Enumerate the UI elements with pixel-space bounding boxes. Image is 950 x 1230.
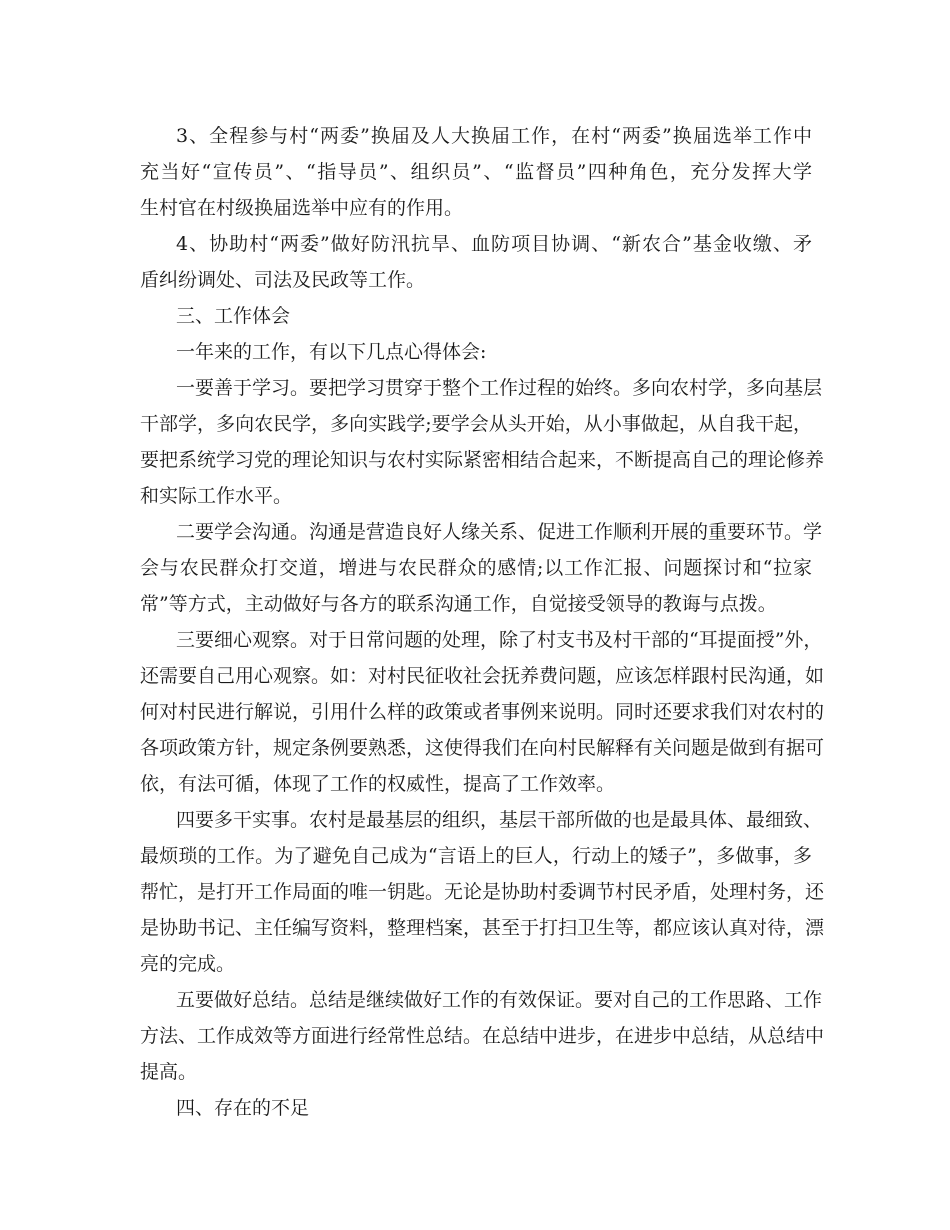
text-line: 帮忙，是打开工作局面的唯一钥匙。无论是协助村委调节村民矛盾，处理村务，还 xyxy=(140,881,825,903)
text-line: 会与农民群众打交道，增进与农民群众的感情;以工作汇报、问题探讨和“拉家 xyxy=(140,557,812,579)
text-line: 各项政策方针，规定条例要熟悉，这使得我们在向村民解释有关问题是做到有据可 xyxy=(140,737,825,759)
text-line: 一年来的工作，有以下几点心得体会: xyxy=(176,341,487,363)
text-line: 四要多干实事。农村是最基层的组织，基层干部所做的也是最具体、最细致、 xyxy=(176,809,823,831)
text-line: 方法、工作成效等方面进行经常性总结。在总结中进步，在进步中总结，从总结中 xyxy=(140,1025,825,1047)
text-line: 二要学会沟通。沟通是营造良好人缘关系、促进工作顺利开展的重要环节。学 xyxy=(176,521,823,543)
text-line: 五要做好总结。总结是继续做好工作的有效保证。要对自己的工作思路、工作 xyxy=(176,989,823,1011)
document-body xyxy=(140,118,825,1126)
text-line: 何对村民进行解说，引用什么样的政策或者事例来说明。同时还要求我们对农村的 xyxy=(140,701,825,723)
text-line: 生村官在村级换届选举中应有的作用。 xyxy=(140,197,464,219)
text-line: 常”等方式，主动做好与各方的联系沟通工作，自觉接受领导的教诲与点拨。 xyxy=(140,593,777,615)
text-line: 依，有法可循，体现了工作的权威性，提高了工作效率。 xyxy=(140,773,616,795)
text-line: 三、工作体会 xyxy=(176,305,291,327)
text-line: 提高。 xyxy=(140,1061,198,1083)
text-line: 3、全程参与村“两委”换届及人大换届工作，在村“两委”换届选举工作中 xyxy=(176,125,812,147)
text-line: 充当好“宣传员”、“指导员”、组织员”、“监督员”四种角色，充分发挥大学 xyxy=(140,161,812,183)
text-line: 最烦琐的工作。为了避免自己成为“言语上的巨人，行动上的矮子”，多做事，多 xyxy=(140,845,812,867)
text-line: 四、存在的不足 xyxy=(176,1097,310,1119)
text-line: 要把系统学习党的理论知识与农村实际紧密相结合起来，不断提高自己的理论修养 xyxy=(140,449,825,471)
text-line: 还需要自己用心观察。如：对村民征收社会抚养费问题，应该怎样跟村民沟通，如 xyxy=(140,665,825,687)
text-line: 亮的完成。 xyxy=(140,953,236,975)
text-line: 干部学，多向农民学，多向实践学;要学会从头开始，从小事做起，从自我干起， xyxy=(140,413,812,435)
text-line: 和实际工作水平。 xyxy=(140,485,293,507)
text-line: 三要细心观察。对于日常问题的处理，除了村支书及村干部的“耳提面授”外， xyxy=(176,629,823,651)
text-line: 4、协助村“两委”做好防汛抗旱、血防项目协调、“新农合”基金收缴、矛 xyxy=(176,233,812,255)
text-line: 是协助书记、主任编写资料，整理档案，甚至于打扫卫生等，都应该认真对待，漂 xyxy=(140,917,825,939)
text-line: 盾纠纷调处、司法及民政等工作。 xyxy=(140,269,426,291)
text-line: 一要善于学习。要把学习贯穿于整个工作过程的始终。多向农村学，多向基层 xyxy=(176,377,823,399)
